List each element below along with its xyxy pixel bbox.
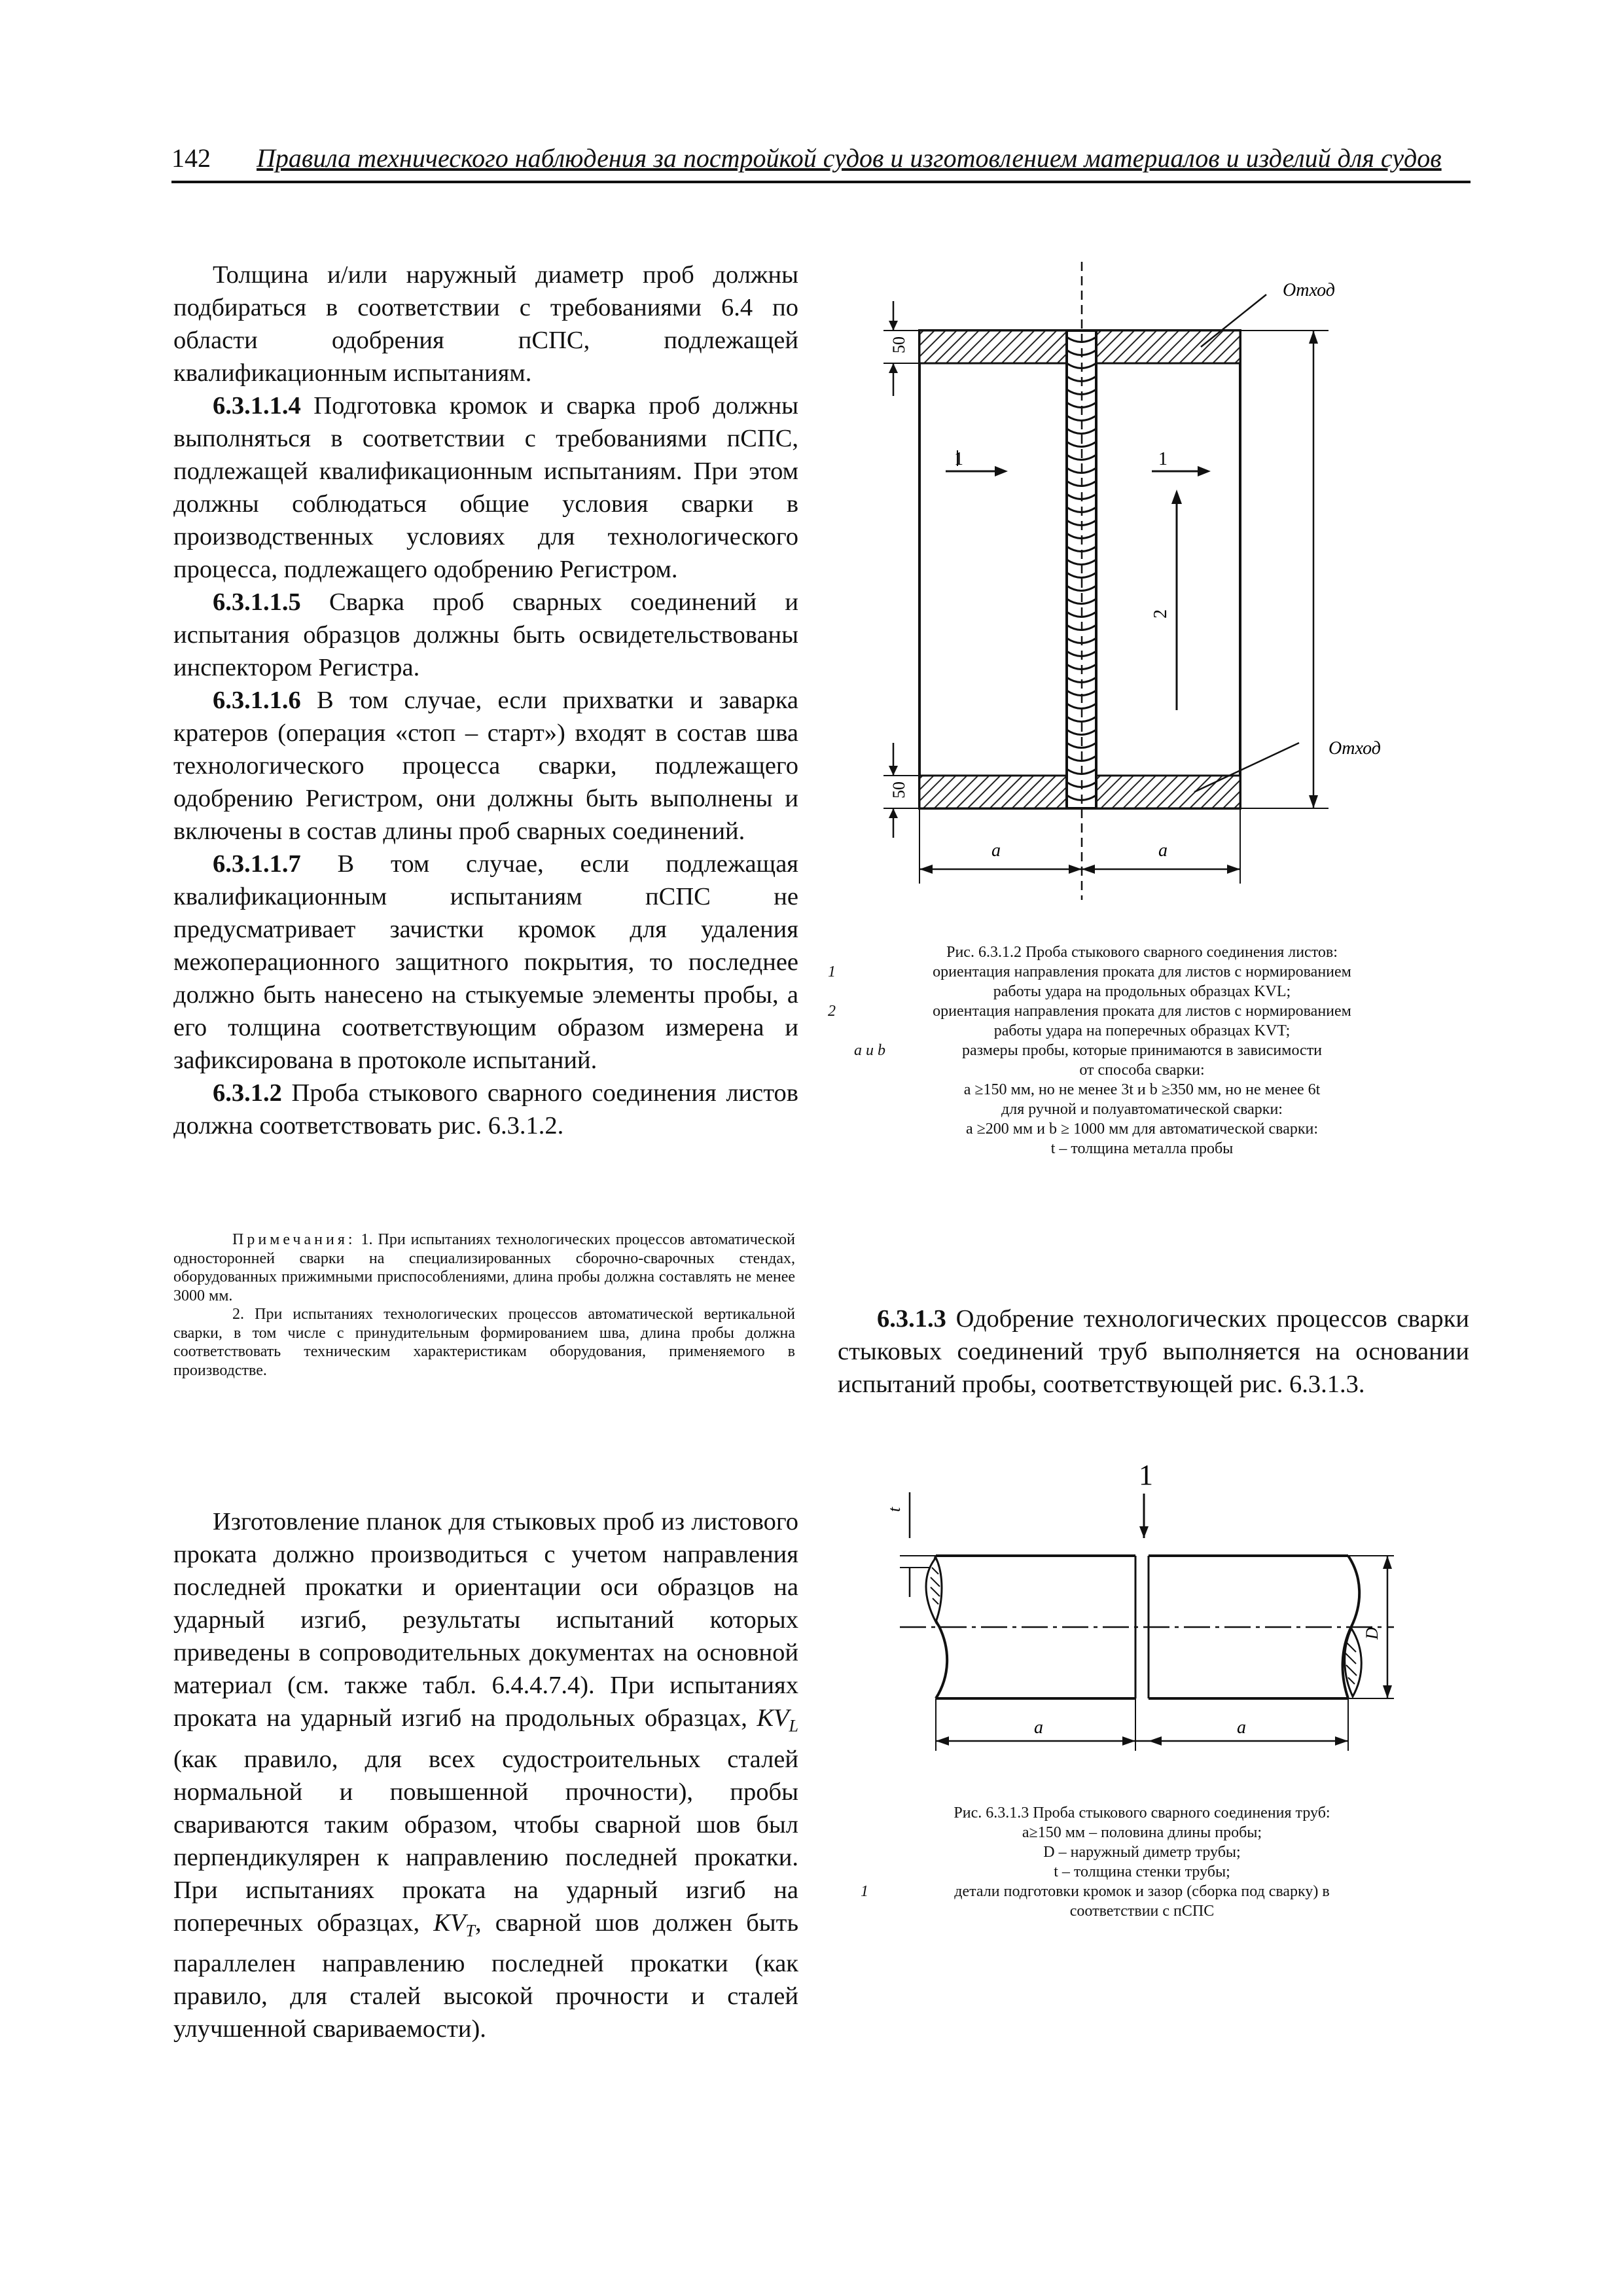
caption-item-text: размеры пробы, которые принимаются в зависимости — [961, 1042, 1323, 1059]
caption-item-t: t – толщина стенки трубы; — [1054, 1863, 1230, 1880]
caption-item-ab-cont: от способа сварки: — [1079, 1062, 1205, 1079]
caption-item-D: D – наружный диметр трубы; — [1043, 1844, 1241, 1861]
paragraph-text: Подготовка кромок и сварка проб должны выполняться в соответствии с требованиями пСПС, подлежащей квалификационным испытаниям. При этом должны соблюдаться общие условия сварки в производственных условиях для технологического процесса, подлежащего одобрению Регистром. — [173, 392, 798, 583]
paragraph-6-3-1-1-7 — [173, 848, 798, 1077]
figure-2-label-1: 1 — [1139, 1459, 1153, 1491]
notes-label: Примечания: — [232, 1231, 356, 1248]
kv-symbol: KV — [757, 1704, 789, 1732]
caption-item-ab — [828, 1041, 1456, 1060]
caption-item-1-cont: соответствии с пСПС — [1069, 1903, 1215, 1920]
dim-50-bottom-label: 50 — [889, 781, 908, 798]
caption-item-ab-cont: a ≥150 мм, но не менее 3t и b ≥350 мм, но не менее 6t — [963, 1081, 1321, 1098]
caption-item-label: 1 — [861, 1883, 868, 1900]
caption-title: Рис. 6.3.1.2 Проба стыкового сварного соединения листов: — [946, 944, 1338, 961]
waste-label-bottom: Отход — [1329, 738, 1381, 759]
right-column-text — [838, 1302, 1469, 1401]
caption-item-text: ориентация направления проката для листов с нормированием — [933, 963, 1351, 980]
dim-a-pipe — [936, 1698, 1348, 1751]
paragraph-6-3-1-2 — [173, 1077, 798, 1142]
waste-strip-bottom-left — [919, 776, 1067, 808]
paragraph-1: Толщина и/или наружный диаметр проб должны подбираться в соответствии с требованиями 6.4 по области одобрения пСПС, подлежащей квалификационным испытаниям. — [173, 261, 798, 387]
kv-symbol: KV — [433, 1909, 466, 1937]
caption-item-1 — [828, 1882, 1456, 1901]
arrow-2 — [1150, 490, 1182, 710]
section-ref: 6.3.1.1.5 — [213, 588, 301, 616]
paragraph-text: Одобрение технологических процессов сварки стыковых соединений труб выполняется на основании испытаний пробы, соответствующей рис. 6.3.1.3. — [838, 1305, 1469, 1398]
note-1-text: 1. При испытаниях технологических процессов автоматической односторонней сварки на специализированных сборочно-сварочных стендах, оборудованных прижимными приспособлениями, длина пробы должна составлять не менее 3000 мм. — [173, 1231, 795, 1304]
paragraph-text: Сварка проб сварных соединений и испытания образцов должны быть освидетельствованы инспектором Регистра. — [173, 588, 798, 681]
page-number: 142 — [171, 143, 211, 173]
running-title: Правила технического наблюдения за постройкой судов и изготовлением материалов и изделий для судов — [257, 143, 1442, 173]
paragraph-6-3-1-1-4 — [173, 389, 798, 586]
dim-a-right-label: a — [1158, 840, 1168, 861]
paragraph-6-3-1-1-5 — [173, 586, 798, 684]
paragraph-7-part-a: Изготовление планок для стыковых проб из листового проката должно производиться с учетом направления последней прокатки и ориентации оси образцов на ударный изгиб, результаты испытаний которых приведены в сопроводительных документах на основной материал (см. также табл. 6.4.4.7.4). При испытаниях проката на ударный изгиб на продольных образцах, — [173, 1508, 798, 1732]
caption-item-ab-cont: для ручной и полуавтоматической сварки: — [1001, 1101, 1283, 1118]
caption-item-t: t – толщина металла пробы — [1050, 1140, 1234, 1157]
dim-a-right-label: a — [1237, 1717, 1246, 1738]
paragraph-6-3-1-3 — [838, 1302, 1469, 1401]
left-column-lower — [173, 1505, 798, 2045]
figure-pipe-joint — [870, 1453, 1459, 1761]
paragraph-text: В том случае, если подлежащая квалификационным испытаниям пСПС не предусматривает зачистки кромок для удаления межоперационного защитного покрытия, то последнее должно быть нанесено на стыкуемые элементы пробы, а его толщина соответствующим образом измерена и зафиксирована в протоколе испытаний. — [173, 850, 798, 1074]
caption-item-label: 1 — [828, 963, 836, 980]
section-ref: 6.3.1.3 — [877, 1305, 946, 1333]
waste-strip-top-right — [1096, 331, 1240, 363]
dim-50-top-label: 50 — [889, 336, 908, 353]
arrow-1-right — [1152, 449, 1211, 476]
notes-block — [173, 1230, 795, 1380]
kv-subscript: T — [465, 1921, 475, 1941]
dim-a-left-label: a — [991, 840, 1001, 861]
section-ref: 6.3.1.1.4 — [213, 392, 301, 420]
caption-item-1-cont: работы удара на продольных образцах KVL; — [993, 983, 1291, 1000]
caption-item-ab-cont: a ≥200 мм и b ≥ 1000 мм для автоматической сварки: — [965, 1121, 1319, 1138]
section-ref: 6.3.1.1.6 — [213, 687, 301, 714]
caption-title: Рис. 6.3.1.3 Проба стыкового сварного соединения труб: — [954, 1804, 1330, 1821]
figure-plate-joint — [831, 255, 1459, 910]
caption-item-label: a и b — [854, 1042, 885, 1059]
arrow-1-right-label: 1 — [1158, 449, 1168, 469]
paragraph-7-part-c: , сварной шов должен быть параллелен направлению последней прокатки (как правило, для сталей высокой прочности и сталей улучшенной свариваемости). — [173, 1909, 798, 2043]
figure-2-caption — [828, 1803, 1456, 1921]
header-rule — [171, 181, 1471, 183]
arrow-1-left-label: 1 — [954, 449, 963, 469]
paragraph-6-3-1-1-6 — [173, 684, 798, 848]
dim-a-bottom — [919, 808, 1240, 884]
section-ref: 6.3.1.1.7 — [213, 850, 301, 878]
label-D: D — [1363, 1627, 1382, 1640]
note-1 — [173, 1230, 795, 1305]
dim-a-left-label: a — [1034, 1717, 1043, 1738]
left-column-upper — [173, 259, 798, 1142]
waste-leader-bottom — [1194, 743, 1299, 792]
caption-item-label: 2 — [828, 1003, 836, 1020]
figure-1-caption — [828, 942, 1456, 1158]
caption-item-1 — [828, 962, 1456, 982]
gap-leader-arrow — [1139, 1526, 1149, 1538]
paragraph-7 — [173, 1505, 798, 2045]
waste-label-top: Отход — [1283, 280, 1335, 300]
caption-item-2 — [828, 1001, 1456, 1021]
label-t: t — [885, 1507, 904, 1512]
kv-subscript: L — [789, 1716, 798, 1736]
caption-item-text: ориентация направления проката для листов с нормированием — [933, 1003, 1351, 1020]
paragraph-text: В том случае, если прихватки и заварка кратеров (операция «стоп – старт») входят в состав шва технологического процесса сварки, подлежащего одобрению Регистром, они должны быть выполнены и включены в состав длины проб сварных соединений. — [173, 687, 798, 845]
caption-item-text: детали подготовки кромок и зазор (сборка под сварку) в — [954, 1883, 1330, 1900]
caption-item-2-cont: работы удара на поперечных образцах KVT; — [993, 1022, 1291, 1039]
arrow-2-label: 2 — [1150, 609, 1171, 619]
waste-strip-top-left — [919, 331, 1067, 363]
dim-b-right — [1240, 331, 1329, 808]
arrow-1-left — [946, 449, 1008, 476]
paragraph-text: Проба стыкового сварного соединения листов должна соответствовать рис. 6.3.1.2. — [173, 1079, 798, 1139]
note-2: 2. При испытаниях технологических процессов автоматической вертикальной сварки, в том числе с принудительным формированием шва, длина пробы должна соответствовать техническим характеристикам оборудования, применяемого в производстве. — [173, 1306, 795, 1379]
caption-item-a: a≥150 мм – половина длины пробы; — [1022, 1824, 1262, 1841]
section-ref: 6.3.1.2 — [213, 1079, 282, 1107]
dim-50-bottom — [883, 743, 919, 838]
dim-50-top — [883, 301, 919, 396]
paragraph-7-part-b: (как правило, для всех судостроительных сталей нормальной и повышенной прочности), пробы свариваются таким образом, чтобы сварной шов был перпендикулярен к направлению последней прокатки. При испытаниях проката на ударный изгиб на поперечных образцах, — [173, 1745, 798, 1937]
